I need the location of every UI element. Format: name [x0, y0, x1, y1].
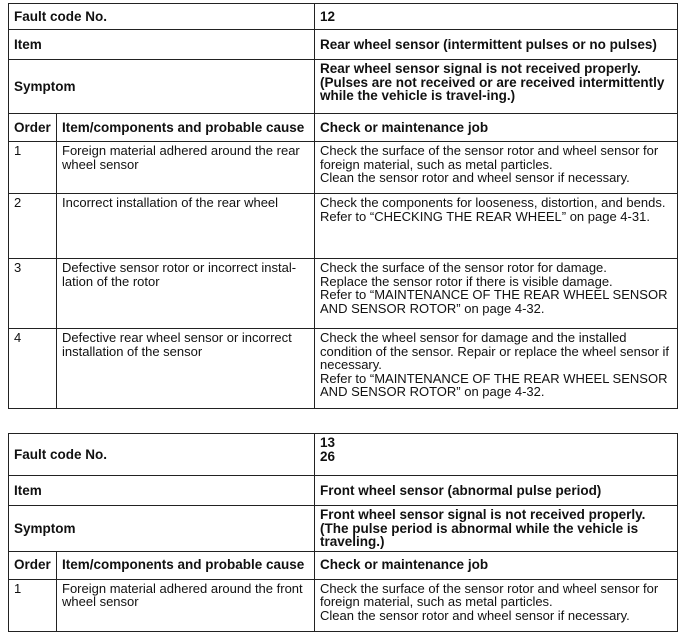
row-cause: Incorrect installation of the rear wheel [57, 194, 315, 259]
row-cause: Defective rear wheel sensor or incorrect installation of the sensor [57, 329, 315, 409]
col-cause-header: Item/components and probable cause [57, 114, 315, 142]
row-order: 2 [9, 194, 57, 259]
row-check: Check the surface of the sensor rotor and wheel sensor for foreign material, such as metal particles. Clean the sensor rotor and wheel sensor if necessary. [315, 579, 678, 631]
fault-code-label: Fault code No. [9, 434, 315, 476]
row-cause: Foreign material adhered around the rear wheel sensor [57, 142, 315, 194]
row-check: Check the components for looseness, distortion, and bends. Refer to “CHECKING THE REAR WHEEL” on page 4-31. [315, 194, 678, 259]
item-label: Item [9, 476, 315, 506]
row-order: 1 [9, 579, 57, 631]
symptom-label: Symptom [9, 60, 315, 114]
col-check-header: Check or maintenance job [315, 551, 678, 579]
fault-code-value: 13 26 [315, 434, 678, 476]
table-row [9, 329, 678, 409]
row-order: 3 [9, 259, 57, 329]
table-row [9, 194, 678, 259]
item-label: Item [9, 30, 315, 60]
row-order: 1 [9, 142, 57, 194]
row-check: Check the surface of the sensor rotor for damage. Replace the sensor rotor if there is visible damage. Refer to “MAINTENANCE OF THE REAR WHEEL SENSOR AND SENSOR ROTOR” on page 4-32. [315, 259, 678, 329]
col-order-header: Order [9, 114, 57, 142]
symptom-value: Rear wheel sensor signal is not received properly. (Pulses are not received or are received intermittently while the vehicle is travel-ing.) [315, 60, 678, 114]
table-row [9, 259, 678, 329]
row-cause: Foreign material adhered around the front wheel sensor [57, 579, 315, 631]
col-check-header: Check or maintenance job [315, 114, 678, 142]
row-check: Check the wheel sensor for damage and the installed condition of the sensor. Repair or replace the wheel sensor if necessary. Refer to “MAINTENANCE OF THE REAR WHEEL SENSOR AND SENSOR ROTOR” on page 4-32. [315, 329, 678, 409]
row-cause: Defective sensor rotor or incorrect instal-lation of the rotor [57, 259, 315, 329]
fault-table-12 [8, 3, 678, 409]
table-row [9, 579, 678, 631]
item-value: Front wheel sensor (abnormal pulse period) [315, 476, 678, 506]
table-row [9, 142, 678, 194]
row-order: 4 [9, 329, 57, 409]
row-check: Check the surface of the sensor rotor and wheel sensor for foreign material, such as metal particles. Clean the sensor rotor and wheel sensor if necessary. [315, 142, 678, 194]
fault-table-13-26 [8, 433, 678, 632]
item-value: Rear wheel sensor (intermittent pulses or no pulses) [315, 30, 678, 60]
col-cause-header: Item/components and probable cause [57, 551, 315, 579]
col-order-header: Order [9, 551, 57, 579]
fault-code-value: 12 [315, 4, 678, 30]
fault-code-label: Fault code No. [9, 4, 315, 30]
symptom-label: Symptom [9, 506, 315, 552]
symptom-value: Front wheel sensor signal is not received properly. (The pulse period is abnormal while the vehicle is traveling.) [315, 506, 678, 552]
